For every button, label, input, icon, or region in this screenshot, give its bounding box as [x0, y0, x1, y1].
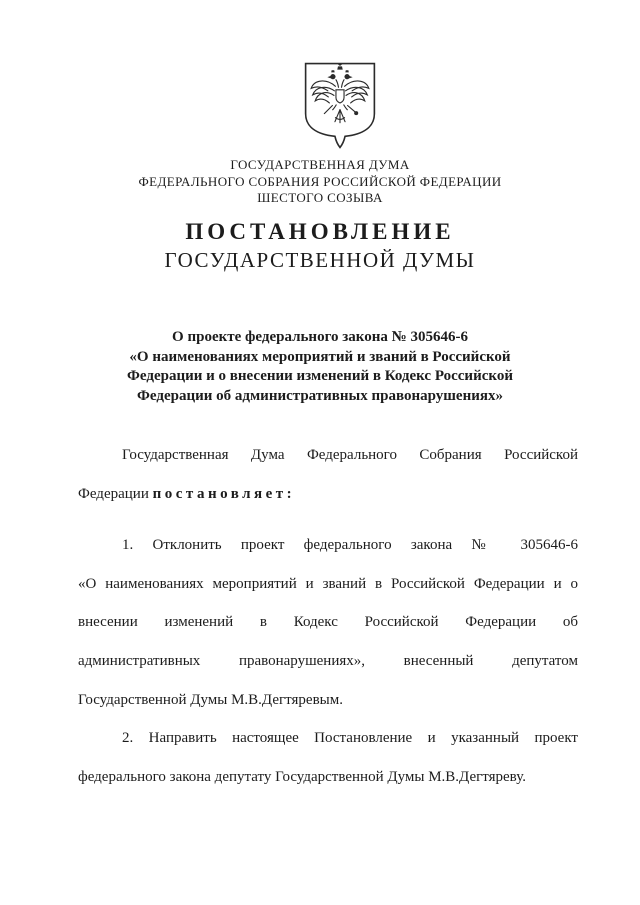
- russia-coat-of-arms-emblem: [302, 61, 378, 150]
- document-type-title: ПОСТАНОВЛЕНИЕ: [185, 219, 455, 244]
- header-org-line: ГОСУДАРСТВЕННАЯ ДУМА: [230, 157, 410, 172]
- body-line: Государственной Думы М.В.Дегтяревым.: [78, 691, 343, 708]
- body-line: «О наименованиях мероприятий и званий в Российской Федерации и о: [78, 575, 578, 592]
- body-line: 2. Направить настоящее Постановление и указанный проект: [122, 730, 578, 747]
- eagle-body-shield: [332, 90, 347, 110]
- document-header: [0, 157, 640, 207]
- shield-outline: [306, 64, 375, 148]
- body-text: Федерации: [78, 485, 153, 502]
- body-line: внесении изменений в Кодекс Российской Федерации об: [78, 614, 578, 631]
- body-line: [78, 475, 578, 514]
- document-subject: [70, 328, 570, 406]
- subject-line: Федерации об административных правонарушениях»: [137, 387, 503, 404]
- subject-line: Федерации и о внесении изменений в Кодекс Российской: [127, 368, 513, 384]
- header-parent-org-line: ФЕДЕРАЛЬНОГО СОБРАНИЯ РОССИЙСКОЙ ФЕДЕРАЦИИ: [138, 173, 502, 189]
- body-line: федерального закона депутату Государственной Думы М.В.Дегтяреву.: [78, 768, 527, 785]
- eagle-wings: [311, 80, 369, 123]
- body-line: административных правонарушениях», внесенный депутатом: [78, 652, 578, 669]
- subject-line: «О наименованиях мероприятий и званий в Российской: [129, 348, 511, 365]
- document-title-block: [0, 220, 640, 272]
- resolves-keyword: постановляет:: [152, 485, 296, 502]
- body-line: 1. Отклонить проект федерального закона № 305646-6: [122, 537, 578, 554]
- subject-line: О проекте федерального закона № 305646-6: [172, 329, 468, 345]
- document-body: [78, 436, 578, 796]
- body-line: Государственная Дума Федерального Собрания Российской: [122, 447, 578, 463]
- document-issuer-title: ГОСУДАРСТВЕННОЙ ДУМЫ: [164, 248, 476, 272]
- header-convocation-line: ШЕСТОГО СОЗЫВА: [257, 190, 383, 205]
